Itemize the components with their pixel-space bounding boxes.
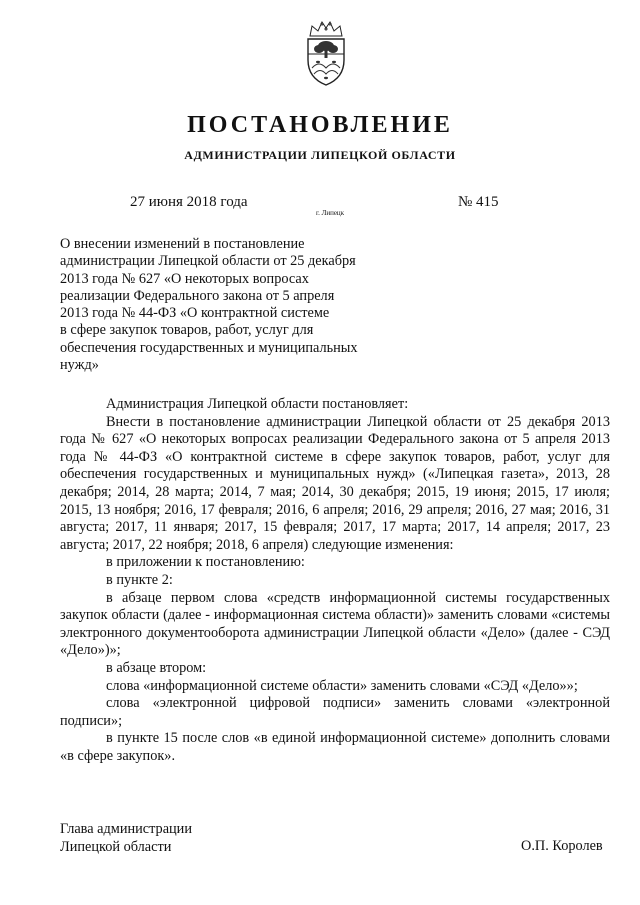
body-paragraph: в пункте 15 после слов «в единой информационной системе» дополнить словами «в сфере закупок». [60,730,610,764]
body-paragraph: слова «электронной цифровой подписи» заменить словами «электронной подписи»; [60,695,610,729]
lipetsk-coat-of-arms-icon [300,20,352,88]
signer-name: О.П. Королев [521,838,603,854]
body-paragraph: в пункте 2: [106,571,173,588]
body-paragraph: в абзаце втором: [106,659,207,676]
body-paragraph: Администрация Липецкой области постановляет: [106,396,409,412]
document-city: г. Липецк [316,209,345,217]
signature-position [60,820,192,856]
document-number: № 415 [458,194,499,210]
document-title: ПОСТАНОВЛЕНИЕ [187,112,453,138]
body-paragraph: слова «информационной системе области» заменить словами «СЭД «Дело»»; [106,677,578,694]
document-subject: О внесении изменений в постановление администрации Липецкой области от 25 декабря 2013 года № 627 «О некоторых вопросах реализации Федерального закона от 5 апреля 2013 года № 44-ФЗ «О контрактной системе в сфере закупок товаров, работ, услуг для обеспечения государственных и муниципальных нужд» [60,236,358,374]
document-date: 27 июня 2018 года [130,194,248,210]
signature-position-line2: Липецкой области [60,839,172,855]
issuing-authority: АДМИНИСТРАЦИИ ЛИПЕЦКОЙ ОБЛАСТИ [184,148,456,162]
signature-position-line1: Глава администрации [60,821,192,837]
body-paragraph: в абзаце первом слова «средств информационной системы государственных закупок области (далее - информационная система области)» заменить словами «системы электронного документооборота администрации Липецкой области «Дело» (далее - СЭД «Дело»)»; [60,589,610,659]
document-body [60,396,610,765]
body-paragraph: в приложении к постановлению: [106,554,305,571]
body-paragraph: Внести в постановление администрации Липецкой области от 25 декабря 2013 года № 627 «О некоторых вопросах реализации Федерального закона от 5 апреля 2013 года № 44-ФЗ «О контрактной системе в сфере закупок товаров, работ, услуг для обеспечения государственных и муниципальных нужд» («Липецкая газета», 2013, 28 декабря; 2014, 28 марта; 2014, 7 мая; 2014, 30 декабря; 2015, 19 июня; 2015, 17 июля; 2015, 13 ноября; 2016, 17 февраля; 2016, 6 апреля; 2016, 29 апреля; 2016, 27 мая; 2016, 31 августа; 2017, 11 января; 2017, 15 февраля; 2017, 17 марта; 2017, 14 апреля; 2017, 23 августа; 2017, 22 ноября; 2018, 6 апреля) следующие изменения: [60,413,610,553]
